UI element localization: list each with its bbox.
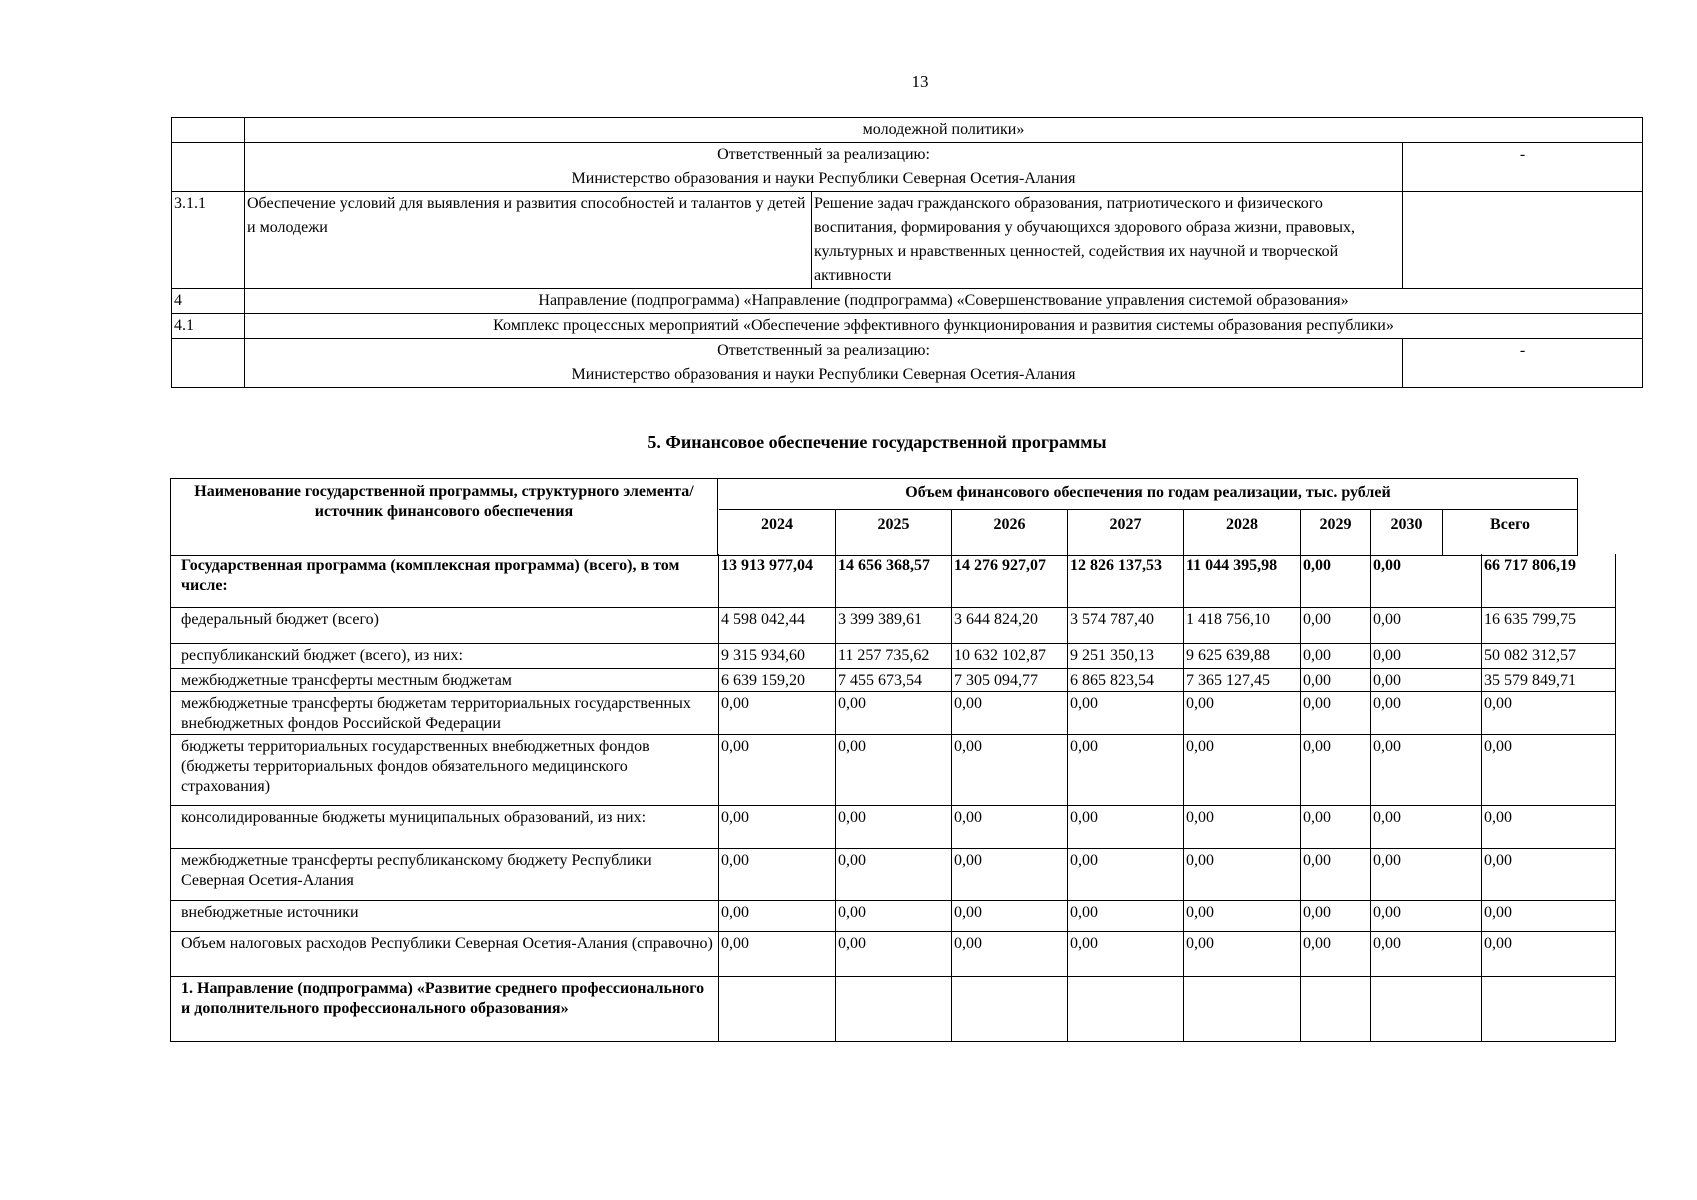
- year-header: 2024: [719, 510, 836, 555]
- row-number: 3.1.1: [172, 192, 245, 289]
- finance-value-cell: 0,00: [1371, 668, 1482, 691]
- finance-value-cell: 0,00: [719, 848, 836, 900]
- finance-value-cell: 0,00: [1301, 900, 1371, 931]
- responsible-label: Ответственный за реализацию:: [717, 342, 930, 359]
- finance-value-cell: 9 251 350,13: [1068, 643, 1184, 668]
- responsible-dash: -: [1403, 143, 1643, 192]
- finance-value-cell: 0,00: [1068, 848, 1184, 900]
- year-header: 2030: [1371, 510, 1443, 555]
- finance-value-cell: 0,00: [1371, 554, 1482, 607]
- finance-value-cell: 0,00: [1301, 691, 1371, 734]
- finance-value-cell: 0,00: [1301, 607, 1371, 643]
- finance-value-cell: 0,00: [1301, 643, 1371, 668]
- finance-value-cell: 0,00: [1068, 691, 1184, 734]
- finance-value-cell: 0,00: [836, 805, 952, 848]
- cell-empty: [172, 143, 245, 192]
- finance-value-cell: 0,00: [1184, 734, 1301, 805]
- finance-value-cell: [1184, 976, 1301, 1041]
- header-volume: Объем финансового обеспечения по годам реализации, тыс. рублей: [719, 479, 1577, 510]
- year-header: 2027: [1068, 510, 1184, 555]
- task-name: Обеспечение условий для выявления и развития способностей и талантов у детей и молодежи: [245, 192, 812, 289]
- finance-value-cell: 0,00: [952, 805, 1068, 848]
- finance-row-name: республиканский бюджет (всего), из них:: [171, 643, 719, 668]
- header-name: Наименование государственной программы, структурного элемента/источник финансового обеспечения: [171, 479, 718, 555]
- finance-value-cell: 4 598 042,44: [719, 607, 836, 643]
- finance-total-cell: 0,00: [1482, 848, 1616, 900]
- finance-value-cell: 0,00: [836, 734, 952, 805]
- finance-value-cell: [1068, 976, 1184, 1041]
- responsible-cell: [245, 339, 1403, 388]
- finance-row-name: Объем налоговых расходов Республики Северная Осетия-Алания (справочно): [171, 931, 719, 976]
- task-result: Решение задач гражданского образования, патриотического и физического воспитания, формирования у обучающихся здорового образа жизни, правовых, культурных и нравственных ценностей, содействия их научной и творческой активности: [812, 192, 1403, 289]
- finance-value-cell: 0,00: [952, 900, 1068, 931]
- finance-value-cell: 0,00: [952, 848, 1068, 900]
- finance-row: [171, 607, 1616, 643]
- finance-value-cell: 0,00: [1184, 805, 1301, 848]
- cell-empty: [1403, 192, 1643, 289]
- finance-row: [171, 931, 1616, 976]
- finance-row: [171, 734, 1616, 805]
- program-structure-table: [171, 117, 1643, 388]
- finance-value-cell: 0,00: [1184, 931, 1301, 976]
- finance-value-cell: 10 632 102,87: [952, 643, 1068, 668]
- cell-empty: [172, 118, 245, 143]
- finance-value-cell: 0,00: [836, 848, 952, 900]
- finance-row: [171, 805, 1616, 848]
- finance-value-cell: 0,00: [952, 734, 1068, 805]
- section-title: 5. Финансовое обеспечение государственной программы: [647, 432, 1107, 452]
- finance-value-cell: 12 826 137,53: [1068, 554, 1184, 607]
- finance-value-cell: 0,00: [1371, 643, 1482, 668]
- finance-value-cell: 0,00: [836, 691, 952, 734]
- finance-value-cell: 0,00: [1371, 607, 1482, 643]
- finance-value-cell: 0,00: [836, 931, 952, 976]
- finance-value-cell: 0,00: [952, 691, 1068, 734]
- finance-total-cell: [1482, 976, 1616, 1041]
- finance-value-cell: 0,00: [1301, 805, 1371, 848]
- finance-value-cell: 7 365 127,45: [1184, 668, 1301, 691]
- finance-value-cell: 0,00: [719, 900, 836, 931]
- direction-title: Направление (подпрограмма) «Направление (подпрограмма) «Совершенствование управления системой образования»: [245, 289, 1643, 314]
- finance-value-cell: 0,00: [1301, 554, 1371, 607]
- finance-value-cell: 0,00: [1371, 900, 1482, 931]
- cell-empty: [172, 339, 245, 388]
- finance-value-cell: 0,00: [1371, 691, 1482, 734]
- finance-row: [171, 668, 1616, 691]
- finance-total-cell: 0,00: [1482, 900, 1616, 931]
- finance-value-cell: 0,00: [1068, 805, 1184, 848]
- total-header: Всего: [1490, 516, 1530, 533]
- finance-value-cell: 11 044 395,98: [1184, 554, 1301, 607]
- year-header: 2029: [1301, 510, 1371, 555]
- finance-total-cell: 66 717 806,19: [1482, 554, 1616, 607]
- finance-row-name: Государственная программа (комплексная программа) (всего), в том числе:: [171, 554, 719, 607]
- finance-value-cell: 0,00: [1184, 848, 1301, 900]
- finance-row: [171, 900, 1616, 931]
- row-number: 4: [172, 289, 245, 314]
- finance-value-cell: 0,00: [719, 691, 836, 734]
- finance-value-cell: 0,00: [836, 900, 952, 931]
- row-number: 4.1: [172, 314, 245, 339]
- row-continued-text: молодежной политики»: [245, 118, 1643, 143]
- finance-row-name: внебюджетные источники: [171, 900, 719, 931]
- responsible-dash: -: [1403, 339, 1643, 388]
- finance-total-cell: 50 082 312,57: [1482, 643, 1616, 668]
- finance-value-cell: 0,00: [1301, 734, 1371, 805]
- finance-total-cell: 0,00: [1482, 931, 1616, 976]
- finance-value-cell: 0,00: [1301, 931, 1371, 976]
- finance-value-cell: 0,00: [719, 734, 836, 805]
- finance-value-cell: 0,00: [952, 931, 1068, 976]
- finance-value-cell: 0,00: [1184, 691, 1301, 734]
- finance-value-cell: 0,00: [1371, 805, 1482, 848]
- year-header: 2026: [952, 510, 1068, 555]
- finance-value-cell: [719, 976, 836, 1041]
- finance-value-cell: 6 865 823,54: [1068, 668, 1184, 691]
- year-header: 2025: [836, 510, 952, 555]
- finance-row-name: консолидированные бюджеты муниципальных образований, из них:: [171, 805, 719, 848]
- finance-value-cell: [836, 976, 952, 1041]
- finance-value-cell: 0,00: [1184, 900, 1301, 931]
- finance-row-name: бюджеты территориальных государственных внебюджетных фондов (бюджеты территориальных фондов обязательного медицинского страхования): [171, 734, 719, 805]
- finance-total-cell: 0,00: [1482, 691, 1616, 734]
- responsible-org: Министерство образования и науки Республики Северная Осетия-Алания: [571, 366, 1076, 383]
- finance-value-cell: 13 913 977,04: [719, 554, 836, 607]
- finance-value-cell: 0,00: [1371, 734, 1482, 805]
- finance-row: [171, 976, 1616, 1041]
- finance-value-cell: 0,00: [1371, 931, 1482, 976]
- finance-value-cell: 3 399 389,61: [836, 607, 952, 643]
- finance-value-cell: 6 639 159,20: [719, 668, 836, 691]
- finance-value-cell: 0,00: [1068, 734, 1184, 805]
- finance-value-cell: 3 644 824,20: [952, 607, 1068, 643]
- responsible-org: Министерство образования и науки Республики Северная Осетия-Алания: [571, 170, 1076, 187]
- finance-total-cell: 0,00: [1482, 805, 1616, 848]
- finance-value-cell: 9 625 639,88: [1184, 643, 1301, 668]
- finance-value-cell: 0,00: [1301, 668, 1371, 691]
- responsible-label: Ответственный за реализацию:: [717, 146, 930, 163]
- finance-value-cell: 14 656 368,57: [836, 554, 952, 607]
- finance-value-cell: 9 315 934,60: [719, 643, 836, 668]
- finance-value-cell: 7 305 094,77: [952, 668, 1068, 691]
- finance-value-cell: [1371, 976, 1482, 1041]
- finance-row-name: 1. Направление (подпрограмма) «Развитие среднего профессионального и дополнительного профессионального образования»: [171, 976, 719, 1041]
- finance-row-name: межбюджетные трансферты бюджетам территориальных государственных внебюджетных фондов Российской Федерации: [171, 691, 719, 734]
- page-number: 13: [911, 72, 929, 91]
- finance-table-header: [170, 478, 1578, 556]
- finance-total-cell: 35 579 849,71: [1482, 668, 1616, 691]
- finance-row-name: федеральный бюджет (всего): [171, 607, 719, 643]
- finance-value-cell: 7 455 673,54: [836, 668, 952, 691]
- finance-value-cell: 1 418 756,10: [1184, 607, 1301, 643]
- finance-value-cell: 0,00: [1068, 931, 1184, 976]
- finance-value-cell: [1301, 976, 1371, 1041]
- finance-value-cell: 0,00: [1068, 900, 1184, 931]
- year-header: 2028: [1184, 510, 1301, 555]
- finance-row-name: межбюджетные трансферты местным бюджетам: [171, 668, 719, 691]
- finance-row: [171, 691, 1616, 734]
- complex-title: Комплекс процессных мероприятий «Обеспечение эффективного функционирования и развития системы образования республики»: [245, 314, 1643, 339]
- finance-value-cell: [952, 976, 1068, 1041]
- finance-value-cell: 11 257 735,62: [836, 643, 952, 668]
- finance-row: [171, 848, 1616, 900]
- finance-value-cell: 3 574 787,40: [1068, 607, 1184, 643]
- finance-row-name: межбюджетные трансферты республиканскому бюджету Республики Северная Осетия-Алания: [171, 848, 719, 900]
- finance-row: [171, 554, 1616, 607]
- finance-row: [171, 643, 1616, 668]
- finance-value-cell: 0,00: [719, 805, 836, 848]
- finance-value-cell: 0,00: [1371, 848, 1482, 900]
- finance-value-cell: 0,00: [719, 931, 836, 976]
- responsible-cell: [245, 143, 1403, 192]
- finance-value-cell: 14 276 927,07: [952, 554, 1068, 607]
- finance-value-cell: 0,00: [1301, 848, 1371, 900]
- finance-total-cell: 16 635 799,75: [1482, 607, 1616, 643]
- finance-table-body: [170, 554, 1616, 1042]
- finance-total-cell: 0,00: [1482, 734, 1616, 805]
